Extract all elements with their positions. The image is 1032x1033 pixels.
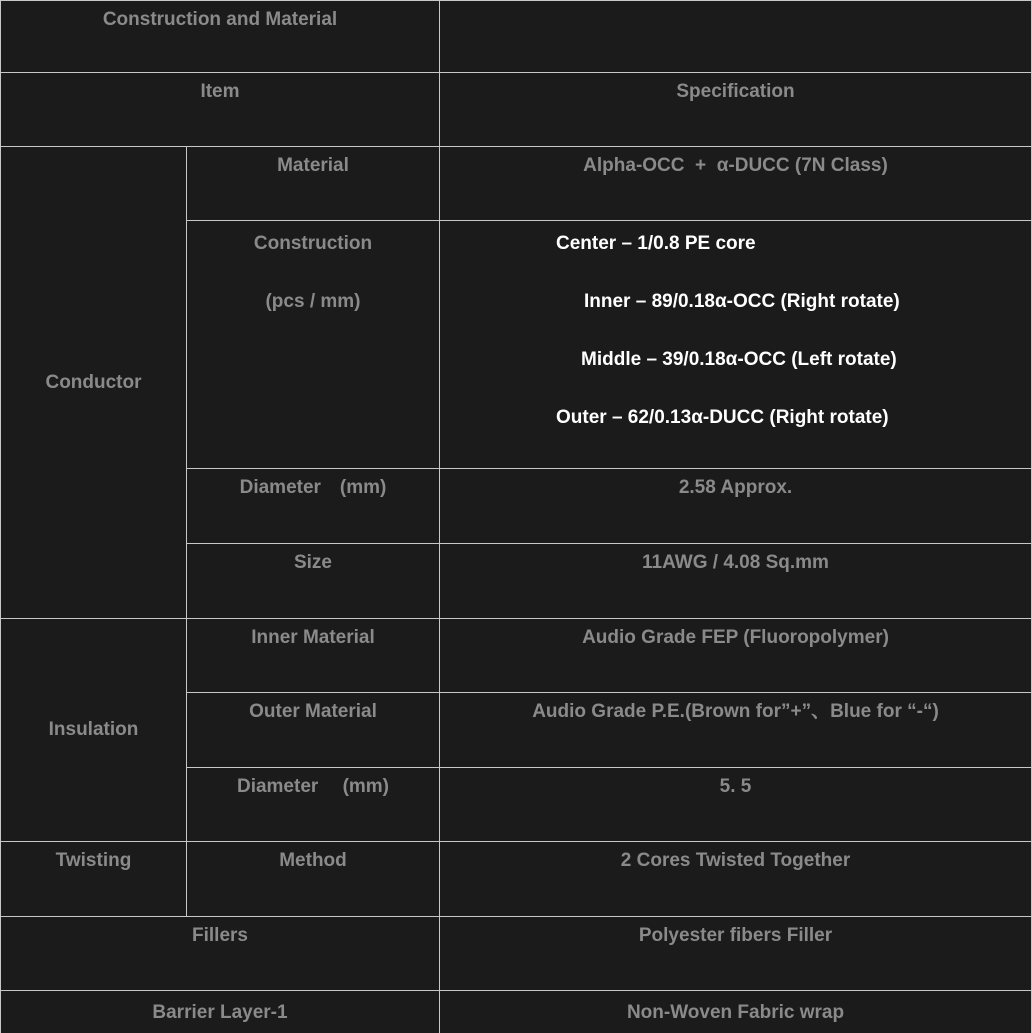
construction-label-cell [186,220,440,469]
barrier-label: Barrier Layer-1 [152,1002,288,1023]
header-item: Item [200,81,240,102]
header-spec: Specification [676,81,795,102]
conductor-diameter-label-cell [186,468,440,544]
conductor-material-value-cell [439,146,1032,221]
barrier-value-cell [439,990,1032,1033]
twisting-value: 2 Cores Twisted Together [620,850,851,871]
twisting-label-cell [0,841,187,917]
header-spec-cell [439,72,1032,147]
insulation-label: Insulation [48,719,139,740]
fillers-label: Fillers [192,925,248,946]
table-title: Construction and Material [102,9,338,30]
inner-material-value-cell [439,618,1032,693]
inner-material-value: Audio Grade FEP (Fluoropolymer) [582,627,889,648]
twisting-method-label: Method [279,850,347,871]
outer-material-label: Outer Material [249,701,377,722]
fillers-value: Polyester fibers Filler [638,925,833,946]
insulation-diameter-value-cell [439,767,1032,842]
conductor-material-value: Alpha-OCC + α-DUCC (7N Class) [583,155,888,176]
conductor-material-label: Material [277,155,349,176]
conductor-diameter-value-cell [439,468,1032,544]
twisting-value-cell [439,841,1032,917]
conductor-label: Conductor [45,371,142,393]
insulation-diameter-value: 5. 5 [719,776,752,797]
construction-line-outer: Outer – 62/0.13α-DUCC (Right rotate) [556,407,889,428]
insulation-diameter-label-cell [186,767,440,842]
twisting-label: Twisting [55,850,132,871]
insulation-diameter-label: Diameter (mm) [236,776,390,797]
conductor-size-value: 11AWG / 4.08 Sq.mm [642,552,829,573]
inner-material-label-cell [186,618,440,693]
conductor-size-label: Size [293,552,333,573]
construction-line-middle: Middle – 39/0.18α-OCC (Left rotate) [581,349,897,370]
outer-material-value-cell [439,692,1032,768]
conductor-diameter-value: 2.58 Approx. [678,477,793,498]
title-cell [0,0,440,73]
construction-line-inner: Inner – 89/0.18α-OCC (Right rotate) [584,291,900,312]
conductor-diameter-label: Diameter (mm) [239,477,387,498]
inner-material-label: Inner Material [251,627,375,648]
construction-line-center: Center – 1/0.8 PE core [556,233,756,254]
construction-unit: (pcs / mm) [265,291,361,312]
conductor-size-value-cell [439,543,1032,619]
barrier-label-cell [0,990,440,1033]
conductor-group-cell [0,146,187,619]
twisting-method-label-cell [186,841,440,917]
header-item-cell [0,72,440,147]
fillers-label-cell [0,916,440,991]
fillers-value-cell [439,916,1032,991]
insulation-group-cell [0,618,187,842]
outer-material-label-cell [186,692,440,768]
conductor-material-label-cell [186,146,440,221]
title-empty-cell [439,0,1032,73]
construction-label: Construction [253,233,373,254]
outer-material-value: Audio Grade P.E.(Brown for”+”、Blue for “-“) [532,701,939,722]
construction-value-cell [439,220,1032,469]
conductor-size-label-cell [186,543,440,619]
barrier-value: Non-Woven Fabric wrap [626,1002,845,1023]
